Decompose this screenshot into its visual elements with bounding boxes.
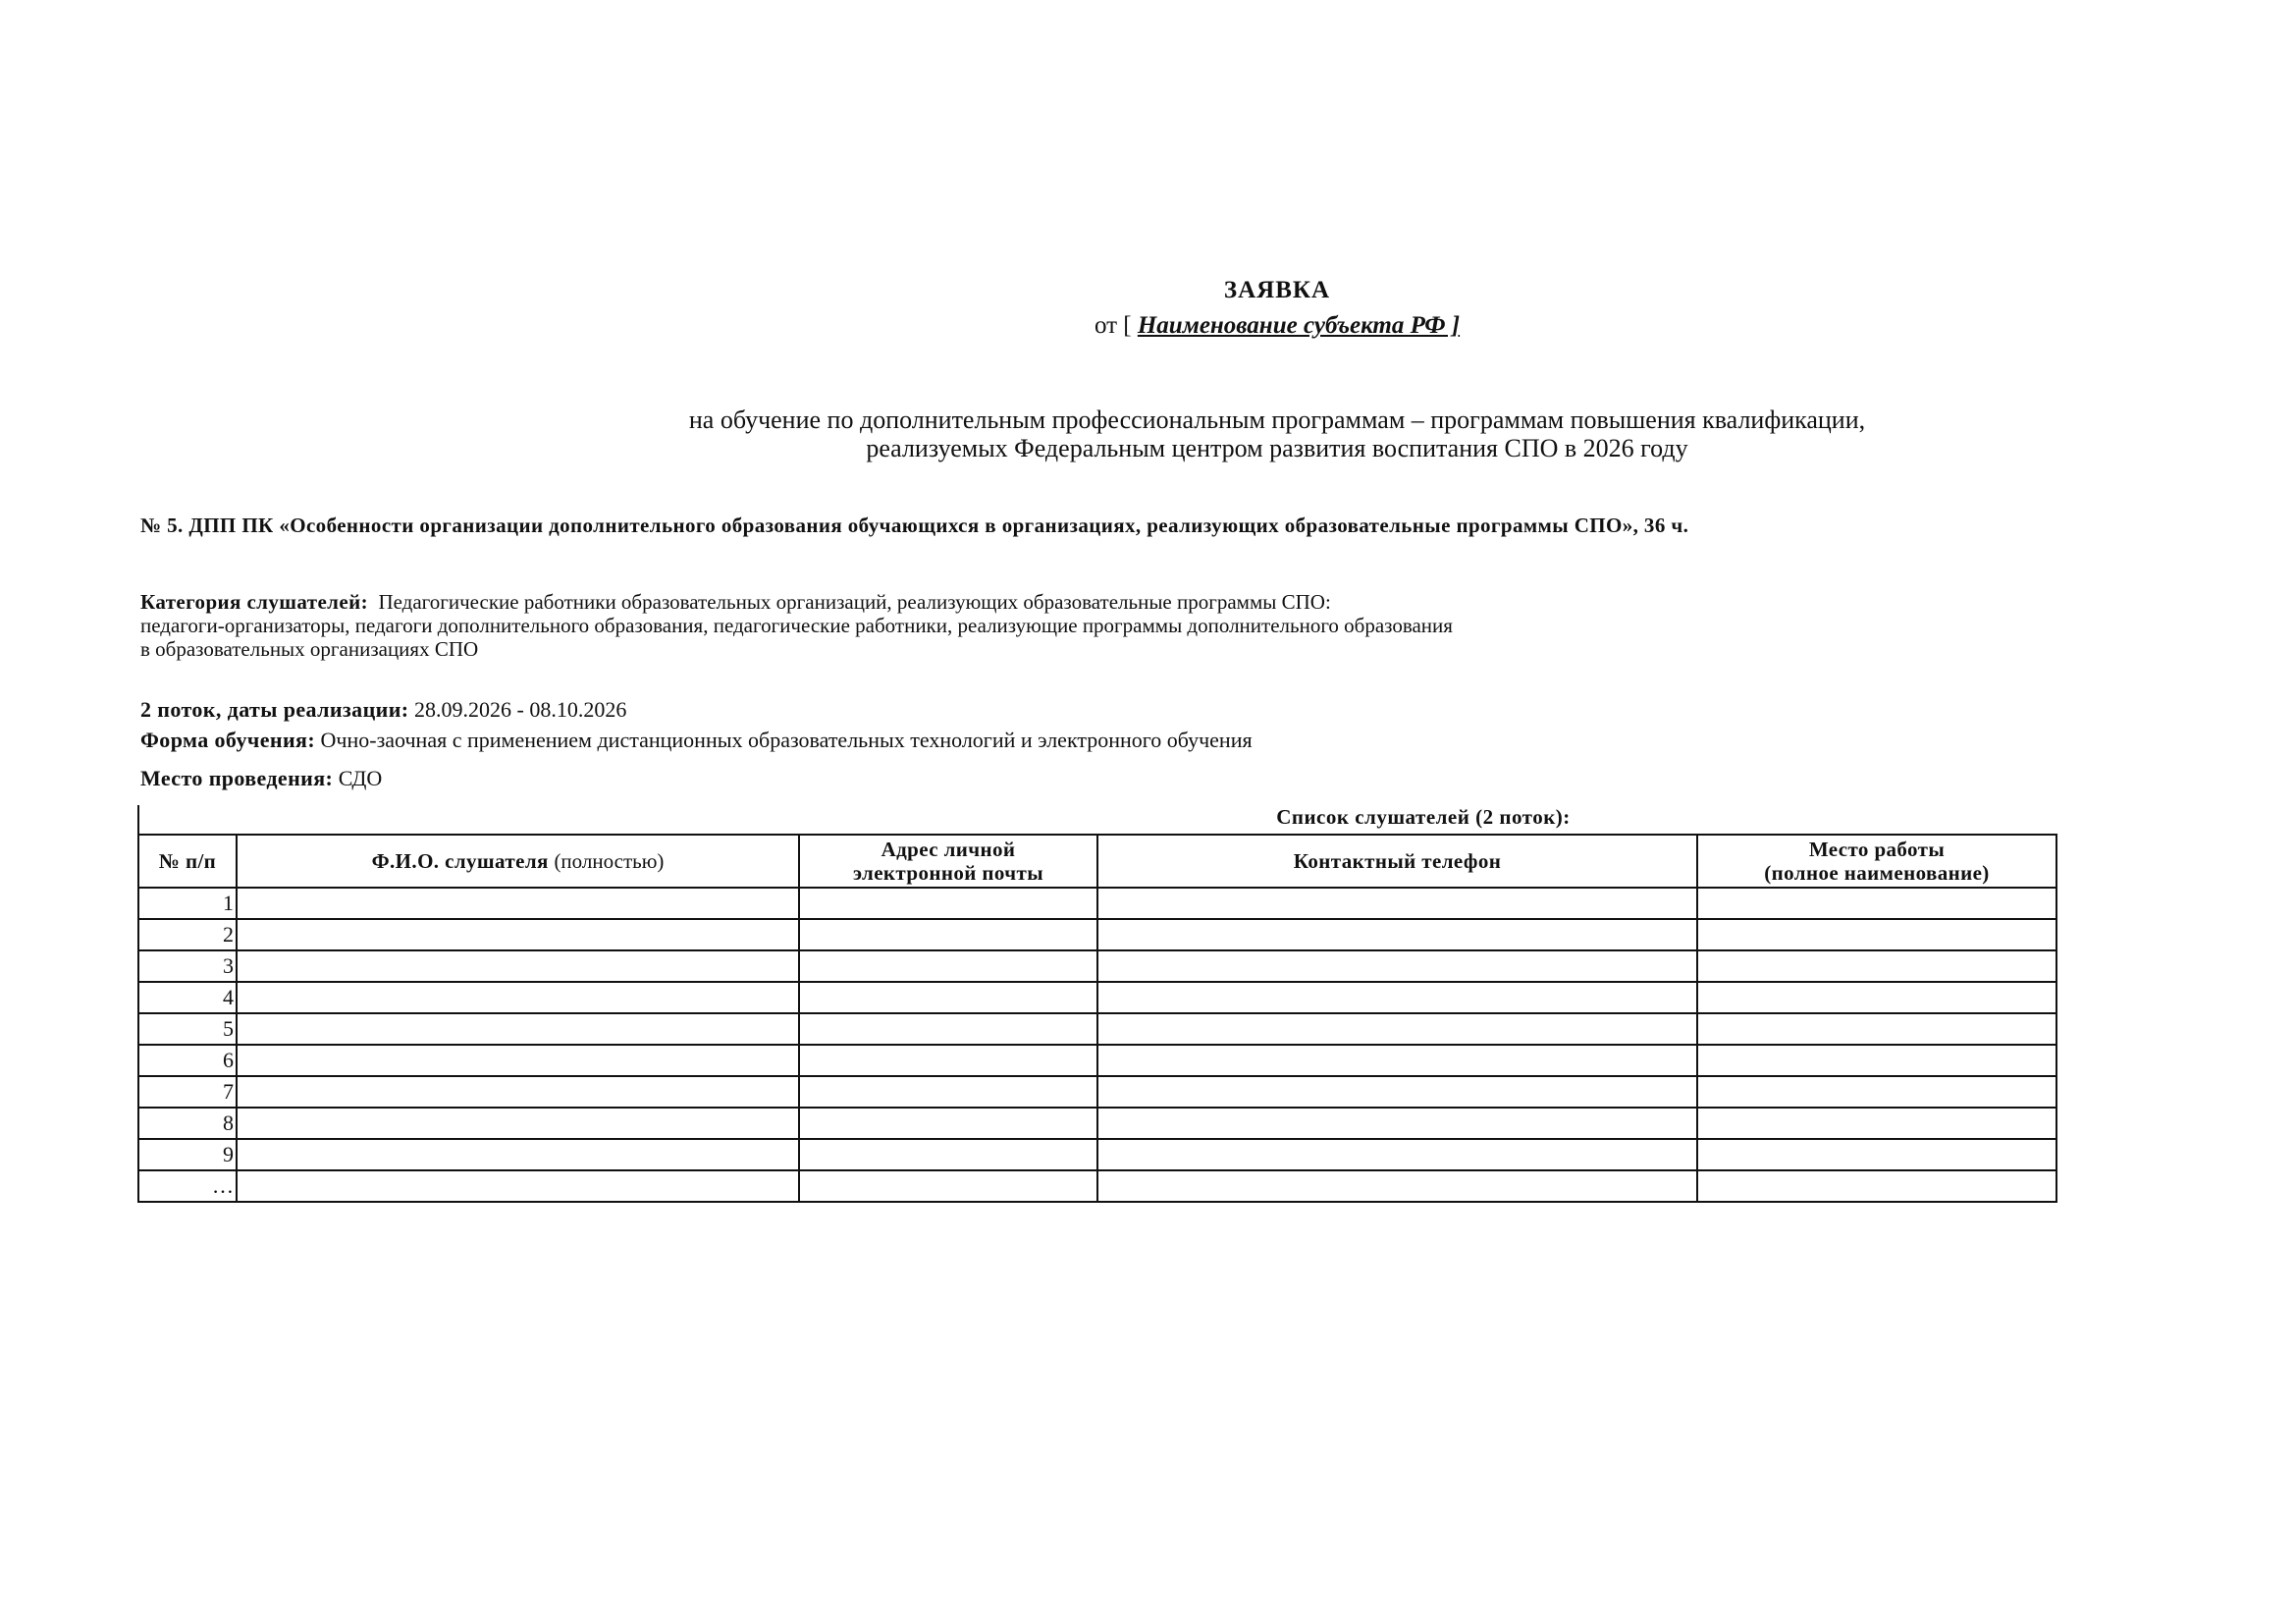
table-row: [138, 1170, 2056, 1202]
form-value: Очно-заочная с применением дистанционных образовательных технологий и электронного обучения: [320, 728, 1253, 752]
name-cell[interactable]: [237, 1076, 799, 1108]
phone-cell[interactable]: [1097, 1013, 1697, 1045]
name-cell[interactable]: [237, 1139, 799, 1170]
row-number: 3: [138, 950, 237, 982]
study-place: [140, 766, 382, 791]
row-number: 6: [138, 1045, 237, 1076]
workplace-cell[interactable]: [1697, 950, 2056, 982]
col-header-workplace: [1697, 835, 2056, 888]
email-cell[interactable]: [799, 1013, 1097, 1045]
row-number: 2: [138, 919, 237, 950]
email-cell[interactable]: [799, 1139, 1097, 1170]
study-form: [140, 728, 1253, 753]
table-row: [138, 950, 2056, 982]
email-cell[interactable]: [799, 982, 1097, 1013]
table-row: [138, 1108, 2056, 1139]
row-number: 1: [138, 888, 237, 919]
purpose-line-2: реализуемых Федеральным центром развития воспитания СПО в 2026 году: [866, 434, 1688, 462]
email-cell[interactable]: [799, 1108, 1097, 1139]
listener-category: [140, 590, 1453, 661]
name-cell[interactable]: [237, 1170, 799, 1202]
work-header-line-2: (полное наименование): [1764, 861, 1990, 885]
purpose-statement: [541, 406, 2013, 462]
phone-cell[interactable]: [1097, 982, 1697, 1013]
email-cell[interactable]: [799, 888, 1097, 919]
email-cell[interactable]: [799, 1170, 1097, 1202]
phone-cell[interactable]: [1097, 1076, 1697, 1108]
name-cell[interactable]: [237, 888, 799, 919]
email-cell[interactable]: [799, 1076, 1097, 1108]
caption-frame-line: [137, 805, 139, 835]
place-value: СДО: [338, 766, 383, 790]
sender-prefix: от [: [1094, 312, 1138, 339]
stream-dates: [140, 697, 626, 723]
phone-cell[interactable]: [1097, 1139, 1697, 1170]
table-row: [138, 982, 2056, 1013]
table-row: [138, 888, 2056, 919]
sender-line: [884, 312, 1670, 340]
email-cell[interactable]: [799, 1045, 1097, 1076]
col-header-email: [799, 835, 1097, 888]
phone-cell[interactable]: [1097, 1108, 1697, 1139]
table-row: [138, 1045, 2056, 1076]
col-header-phone: Контактный телефон: [1097, 835, 1697, 888]
table-row: [138, 1013, 2056, 1045]
workplace-cell[interactable]: [1697, 1013, 2056, 1045]
row-number: …: [138, 1170, 237, 1202]
workplace-cell[interactable]: [1697, 1108, 2056, 1139]
phone-cell[interactable]: [1097, 1045, 1697, 1076]
program-title: № 5. ДПП ПК «Особенности организации дополнительного образования обучающихся в организациях, реализующих образовательные программы СПО», 36 ч.: [140, 514, 1689, 537]
phone-cell[interactable]: [1097, 1170, 1697, 1202]
stream-value: 28.09.2026 - 08.10.2026: [414, 697, 627, 722]
table-row: [138, 919, 2056, 950]
name-header-note: (полностью): [554, 849, 665, 873]
table-row: [138, 1139, 2056, 1170]
region-placeholder: Наименование субъекта РФ ]: [1137, 312, 1461, 339]
workplace-cell[interactable]: [1697, 888, 2056, 919]
workplace-cell[interactable]: [1697, 982, 2056, 1013]
listeners-list-caption: Список слушателей (2 поток):: [1276, 805, 1571, 829]
row-number: 7: [138, 1076, 237, 1108]
document-title: ЗАЯВКА: [1223, 277, 1331, 303]
name-cell[interactable]: [237, 1108, 799, 1139]
work-header-line-1: Место работы: [1808, 838, 1946, 861]
name-cell[interactable]: [237, 950, 799, 982]
row-number: 5: [138, 1013, 237, 1045]
form-label: Форма обучения:: [140, 728, 316, 752]
place-label: Место проведения:: [140, 766, 334, 790]
name-cell[interactable]: [237, 1013, 799, 1045]
row-number: 9: [138, 1139, 237, 1170]
email-header-line-1: Адрес личной: [881, 838, 1016, 861]
phone-cell[interactable]: [1097, 888, 1697, 919]
email-cell[interactable]: [799, 919, 1097, 950]
stream-label: 2 поток, даты реализации:: [140, 697, 409, 722]
workplace-cell[interactable]: [1697, 1170, 2056, 1202]
email-cell[interactable]: [799, 950, 1097, 982]
name-cell[interactable]: [237, 1045, 799, 1076]
workplace-cell[interactable]: [1697, 1139, 2056, 1170]
listeners-table: [137, 834, 2057, 1203]
row-number: 4: [138, 982, 237, 1013]
category-line-1: Педагогические работники образовательных организаций, реализующих образовательные программы СПО:: [378, 590, 1331, 614]
email-header-line-2: электронной почты: [852, 861, 1044, 885]
table-row: [138, 1076, 2056, 1108]
category-label: Категория слушателей:: [140, 590, 368, 614]
workplace-cell[interactable]: [1697, 919, 2056, 950]
workplace-cell[interactable]: [1697, 1045, 2056, 1076]
col-header-number: № п/п: [138, 835, 237, 888]
name-header-bold: Ф.И.О. слушателя: [371, 849, 549, 873]
row-number: 8: [138, 1108, 237, 1139]
name-cell[interactable]: [237, 919, 799, 950]
table-header-row: [138, 835, 2056, 888]
category-line-2: педагоги-организаторы, педагоги дополнительного образования, педагогические работники, реализующие программы дополнительного образования: [140, 614, 1453, 637]
name-cell[interactable]: [237, 982, 799, 1013]
category-line-3: в образовательных организациях СПО: [140, 637, 479, 661]
phone-cell[interactable]: [1097, 950, 1697, 982]
col-header-name: [237, 835, 799, 888]
purpose-line-1: на обучение по дополнительным профессиональным программам – программам повышения квалификации,: [688, 406, 1866, 434]
phone-cell[interactable]: [1097, 919, 1697, 950]
workplace-cell[interactable]: [1697, 1076, 2056, 1108]
